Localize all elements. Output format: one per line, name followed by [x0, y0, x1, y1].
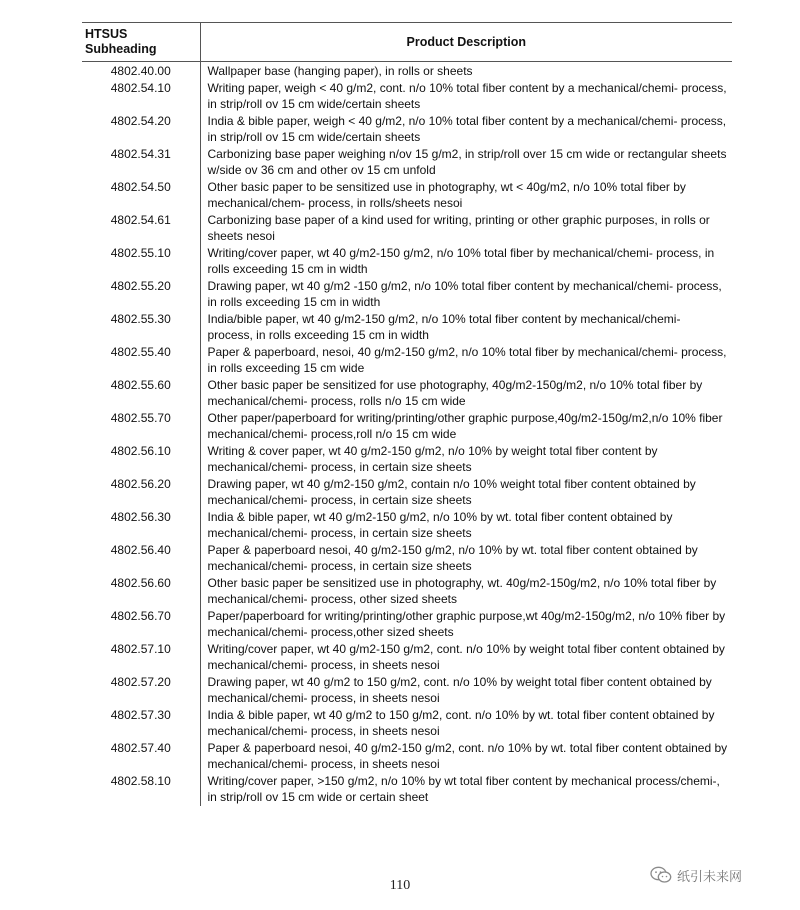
- table-row: [82, 212, 732, 245]
- table-row: [82, 344, 732, 377]
- product-description-cell: Wallpaper base (hanging paper), in rolls or sheets: [207, 64, 473, 78]
- table-row: [82, 707, 732, 740]
- page-number: 110: [389, 878, 411, 893]
- htsus-code-cell: 4802.55.40: [82, 344, 200, 377]
- table-row: [82, 278, 732, 311]
- table-row: [82, 509, 732, 542]
- htsus-code-cell: 4802.57.20: [82, 674, 200, 707]
- product-description-cell: Other basic paper be sensitized for use photography, 40g/m2-150g/m2, n/o 10% total fiber by mechanical/chemi- process, rolls n/o 15 cm wide: [207, 377, 703, 408]
- product-description-cell: Carbonizing base paper weighing n/ov 15 g/m2, in strip/roll over 15 cm wide or rectangular sheets w/side ov 36 cm and other ov 15 cm unfold: [207, 146, 727, 177]
- product-description-cell: Drawing paper, wt 40 g/m2 to 150 g/m2, cont. n/o 10% by weight total fiber content obtained by mechanical/chemi- process, in sheets nesoi: [207, 674, 712, 705]
- htsus-code-cell: 4802.55.20: [82, 278, 200, 311]
- htsus-code-cell: 4802.58.10: [82, 773, 200, 806]
- htsus-code-cell: 4802.56.20: [82, 476, 200, 509]
- product-description-cell: Drawing paper, wt 40 g/m2 -150 g/m2, n/o 10% total fiber content by mechanical/chemi- process, in rolls exceeding 15 cm in width: [207, 278, 722, 309]
- table-row: [82, 542, 732, 575]
- table-header-row: [82, 23, 732, 62]
- table-row: [82, 377, 732, 410]
- table-row: [82, 245, 732, 278]
- product-description-cell: Other paper/paperboard for writing/printing/other graphic purpose,40g/m2-150g/m2,n/o 10% fiber mechanical/chemi- process,roll n/o 15 cm wide: [207, 410, 723, 441]
- htsus-code-cell: 4802.56.40: [82, 542, 200, 575]
- product-description-cell: Paper & paperboard, nesoi, 40 g/m2-150 g/m2, n/o 10% total fiber by mechanical/chemi- process, in rolls exceeding 15 cm wide: [207, 344, 727, 375]
- product-description-cell: Paper/paperboard for writing/printing/other graphic purpose,wt 40g/m2-150g/m2, n/o 10% fiber by mechanical/chemi- process,other sized sheets: [207, 608, 726, 639]
- htsus-code-cell: 4802.55.60: [82, 377, 200, 410]
- header-htsus-subheading: [82, 23, 200, 62]
- htsus-code-cell: 4802.55.30: [82, 311, 200, 344]
- table-row: [82, 674, 732, 707]
- table-row: [82, 641, 732, 674]
- product-description-cell: Paper & paperboard nesoi, 40 g/m2-150 g/m2, cont. n/o 10% by wt. total fiber content obtained by mechanical/chemi- process, in sheets nesoi: [207, 740, 728, 771]
- product-description-cell: Drawing paper, wt 40 g/m2-150 g/m2, contain n/o 10% weight total fiber content obtained by mechanical/chemi- process, in certain size sheets: [207, 476, 696, 507]
- htsus-code-cell: 4802.57.30: [82, 707, 200, 740]
- wechat-icon: [650, 866, 672, 884]
- table-row: [82, 575, 732, 608]
- htsus-code-cell: 4802.54.10: [82, 80, 200, 113]
- product-description-cell: India/bible paper, wt 40 g/m2-150 g/m2, n/o 10% total fiber content by mechanical/chemi- process, in rolls exceeding 15 cm in width: [207, 311, 681, 342]
- htsus-code-cell: 4802.56.70: [82, 608, 200, 641]
- htsus-code-cell: 4802.55.10: [82, 245, 200, 278]
- table-row: [82, 476, 732, 509]
- product-description-cell: Writing paper, weigh < 40 g/m2, cont. n/o 10% total fiber content by a mechanical/chemi- process, in strip/roll ov 15 cm wide/certain sheets: [207, 80, 727, 111]
- header-line-subheading: Subheading: [85, 42, 157, 56]
- htsus-code-cell: 4802.57.10: [82, 641, 200, 674]
- htsus-code-cell: 4802.56.30: [82, 509, 200, 542]
- watermark-text: 纸引未来网: [677, 868, 743, 884]
- product-description-cell: India & bible paper, wt 40 g/m2 to 150 g/m2, cont. n/o 10% by wt. total fiber content obtained by mechanical/chemi- process, in sheets nesoi: [207, 707, 715, 738]
- product-description-cell: Other basic paper be sensitized use in photography, wt. 40g/m2-150g/m2, n/o 10% total fiber by mechanical/chemi- process, other sized sheets: [207, 575, 717, 606]
- product-description-cell: Writing/cover paper, wt 40 g/m2-150 g/m2, cont. n/o 10% by weight total fiber content obtained by mechanical/chemi- process, in sheets nesoi: [207, 641, 725, 672]
- htsus-code-cell: 4802.54.20: [82, 113, 200, 146]
- htsus-code-cell: 4802.40.00: [82, 62, 200, 80]
- table-row: [82, 773, 732, 806]
- htsus-code-cell: 4802.54.61: [82, 212, 200, 245]
- table-row: [82, 311, 732, 344]
- htsus-code-cell: 4802.55.70: [82, 410, 200, 443]
- product-description-cell: Other basic paper to be sensitized use in photography, wt < 40g/m2, n/o 10% total fiber by mechanical/chem- process, in rolls/sheets nesoi: [207, 179, 686, 210]
- product-description-cell: Writing/cover paper, wt 40 g/m2-150 g/m2, n/o 10% total fiber by mechanical/chemi- process, in rolls exceeding 15 cm in width: [207, 245, 715, 276]
- product-description-cell: India & bible paper, weigh < 40 g/m2, n/o 10% total fiber content by a mechanical/chemi- process, in strip/roll ov 15 cm wide/certain sheets: [207, 113, 727, 144]
- htsus-code-cell: 4802.54.31: [82, 146, 200, 179]
- table-row: [82, 80, 732, 113]
- product-description-cell: Carbonizing base paper of a kind used for writing, printing or other graphic purposes, in rolls or sheets nesoi: [207, 212, 710, 243]
- product-description-cell: India & bible paper, wt 40 g/m2-150 g/m2, n/o 10% by wt. total fiber content obtained by mechanical/chemi- process, in certain size sheets: [207, 509, 673, 540]
- table-row: [82, 443, 732, 476]
- table-row: [82, 146, 732, 179]
- table-row: [82, 608, 732, 641]
- header-line-htsus: HTSUS: [85, 27, 128, 41]
- htsus-table: [82, 22, 732, 806]
- watermark: [650, 864, 742, 886]
- htsus-code-cell: 4802.54.50: [82, 179, 200, 212]
- table-row: [82, 113, 732, 146]
- htsus-code-cell: 4802.56.10: [82, 443, 200, 476]
- table-row: [82, 179, 732, 212]
- document-page: [82, 22, 732, 806]
- product-description-cell: Writing & cover paper, wt 40 g/m2-150 g/m2, n/o 10% by weight total fiber content by mechanical/chemi- process, in certain size sheets: [207, 443, 658, 474]
- header-product-description: Product Description: [200, 23, 732, 62]
- htsus-code-cell: 4802.57.40: [82, 740, 200, 773]
- product-description-cell: Paper & paperboard nesoi, 40 g/m2-150 g/m2, n/o 10% by wt. total fiber content obtained by mechanical/chemi- process, in certain size sheets: [207, 542, 698, 573]
- table-row: [82, 740, 732, 773]
- table-row: [82, 62, 732, 80]
- table-row: [82, 410, 732, 443]
- htsus-code-cell: 4802.56.60: [82, 575, 200, 608]
- product-description-cell: Writing/cover paper, >150 g/m2, n/o 10% by wt total fiber content by mechanical process/chemi-, in strip/roll ov 15 cm wide or certain sheet: [207, 773, 720, 804]
